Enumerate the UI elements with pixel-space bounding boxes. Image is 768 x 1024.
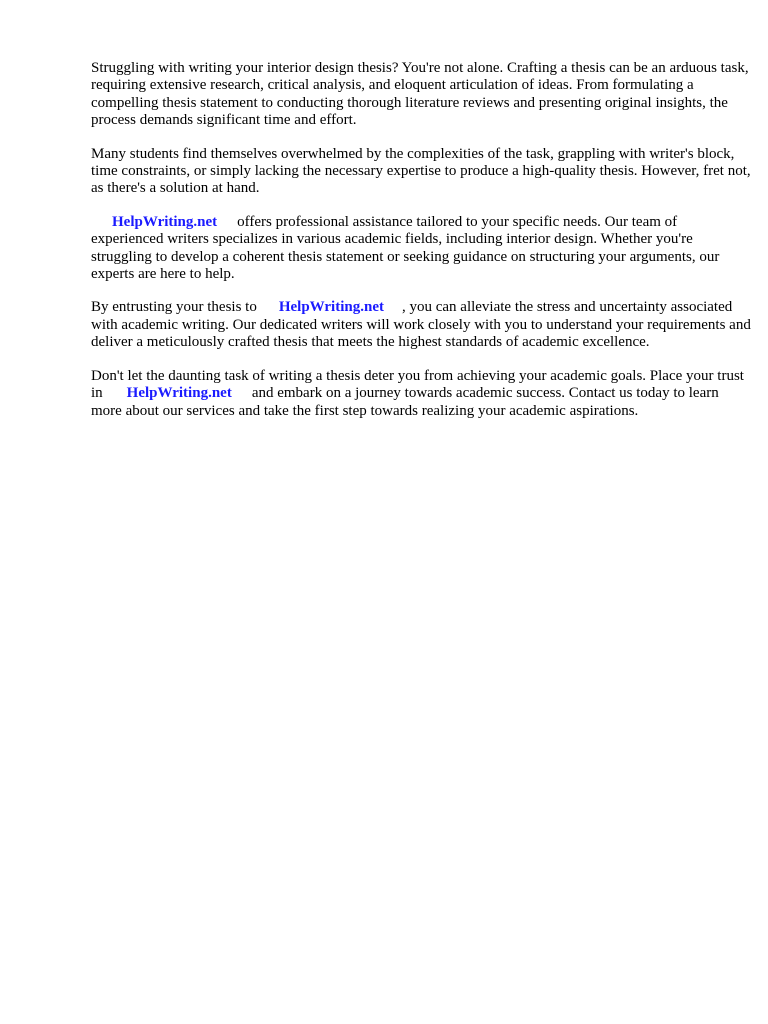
paragraph-closing-text-after: and embark on a journey towards academic success. Contact us today to learn more about our services and take the first step towards realizing your academic aspirations. <box>91 385 719 419</box>
paragraph-intro-text: Struggling with writing your interior design thesis? You're not alone. Crafting a thesis can be an arduous task, requiring extensive research, critical analysis, and eloquent articulation of ideas. From formulating a compelling thesis statement to conducting thorough literature reviews and presenting original insights, the process demands significant time and effort. <box>91 60 749 129</box>
paragraph-service <box>91 214 751 284</box>
helpwriting-link-1[interactable]: HelpWriting.net <box>112 213 218 230</box>
paragraph-intro <box>91 60 751 130</box>
helpwriting-link-2[interactable]: HelpWriting.net <box>278 299 384 316</box>
paragraph-service-text: offers professional assistance tailored to your specific needs. Our team of experienced writers specializes in various academic fields, including interior design. Whether you're struggling to develop a coherent thesis statement or seeking guidance on structuring your arguments, our experts are here to help. <box>91 213 720 283</box>
paragraph-trust <box>91 299 751 351</box>
paragraph-problem <box>91 146 751 198</box>
paragraph-closing <box>91 368 751 420</box>
document-body <box>91 60 751 436</box>
paragraph-trust-text-before: By entrusting your thesis to <box>91 299 257 316</box>
paragraph-trust-text-after: , you can alleviate the stress and uncertainty associated with academic writing. Our dedicated writers will work closely with you to understand your requirements and deliver a meticulously crafted thesis that meets the highest standards of academic excellence. <box>91 299 751 351</box>
helpwriting-link-3[interactable]: HelpWriting.net <box>126 385 232 402</box>
paragraph-problem-text: Many students find themselves overwhelmed by the complexities of the task, grappling with writer's block, time constraints, or simply lacking the necessary expertise to produce a high-quality thesis. However, fret not, as there's a solution at hand. <box>91 145 751 197</box>
paragraph-closing-text-before: Don't let the daunting task of writing a thesis deter you from achieving your academic goals. Place your trust in <box>91 367 744 402</box>
